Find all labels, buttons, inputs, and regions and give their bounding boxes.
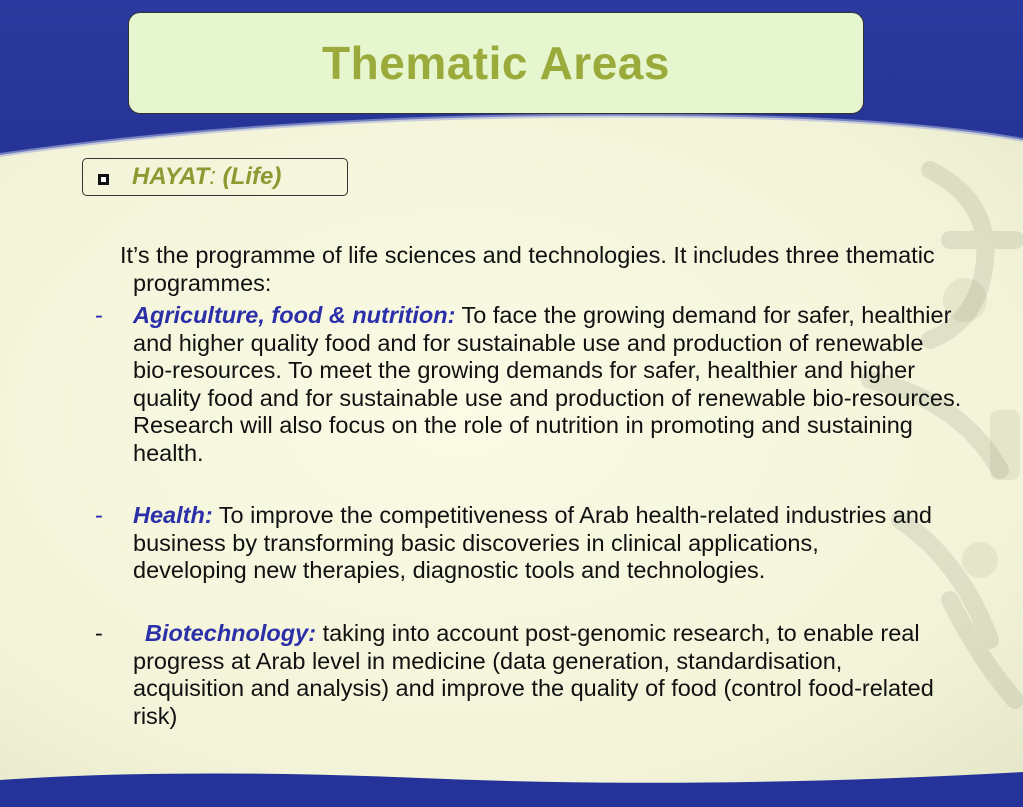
item-text: To improve the competitiveness of Arab health-related industries and business by transforming basic discoveries in clinical applications, developing new therapies, diagnostic tools and technologies. (133, 502, 932, 583)
subtitle-separator: : (209, 163, 216, 190)
list-item-health (95, 502, 933, 585)
dash-bullet: - (95, 302, 103, 328)
dash-bullet: - (95, 502, 103, 528)
subtitle-translation: (Life) (222, 163, 282, 190)
item-term: Agriculture, food & nutrition: (133, 302, 456, 328)
item-term: Health: (133, 502, 213, 528)
subtitle-name: HAYAT (132, 163, 210, 190)
list-item-agriculture (95, 302, 963, 467)
intro-paragraph: It’s the programme of life sciences and technologies. It includes three thematic programmes: (120, 242, 935, 296)
slide-title: Thematic Areas (322, 37, 670, 89)
item-term: Biotechnology: (145, 620, 317, 646)
dash-bullet: - (95, 620, 103, 646)
item-text: To face the growing demand for safer, healthier and higher quality food and for sustainable use and production of renewable bio-resources. To meet the growing demands for safer, healthier and higher quality food and for sustainable use and production of renewable bio-resources. Research will also focus on the role of nutrition in promoting and sustaining health. (133, 302, 962, 466)
list-item-biotechnology (95, 620, 953, 730)
item-text: taking into account post-genomic research, to enable real progress at Arab level in medicine (data generation, standardisation, acquisition and analysis) and improve the quality of food (control food-related risk) (133, 620, 934, 729)
